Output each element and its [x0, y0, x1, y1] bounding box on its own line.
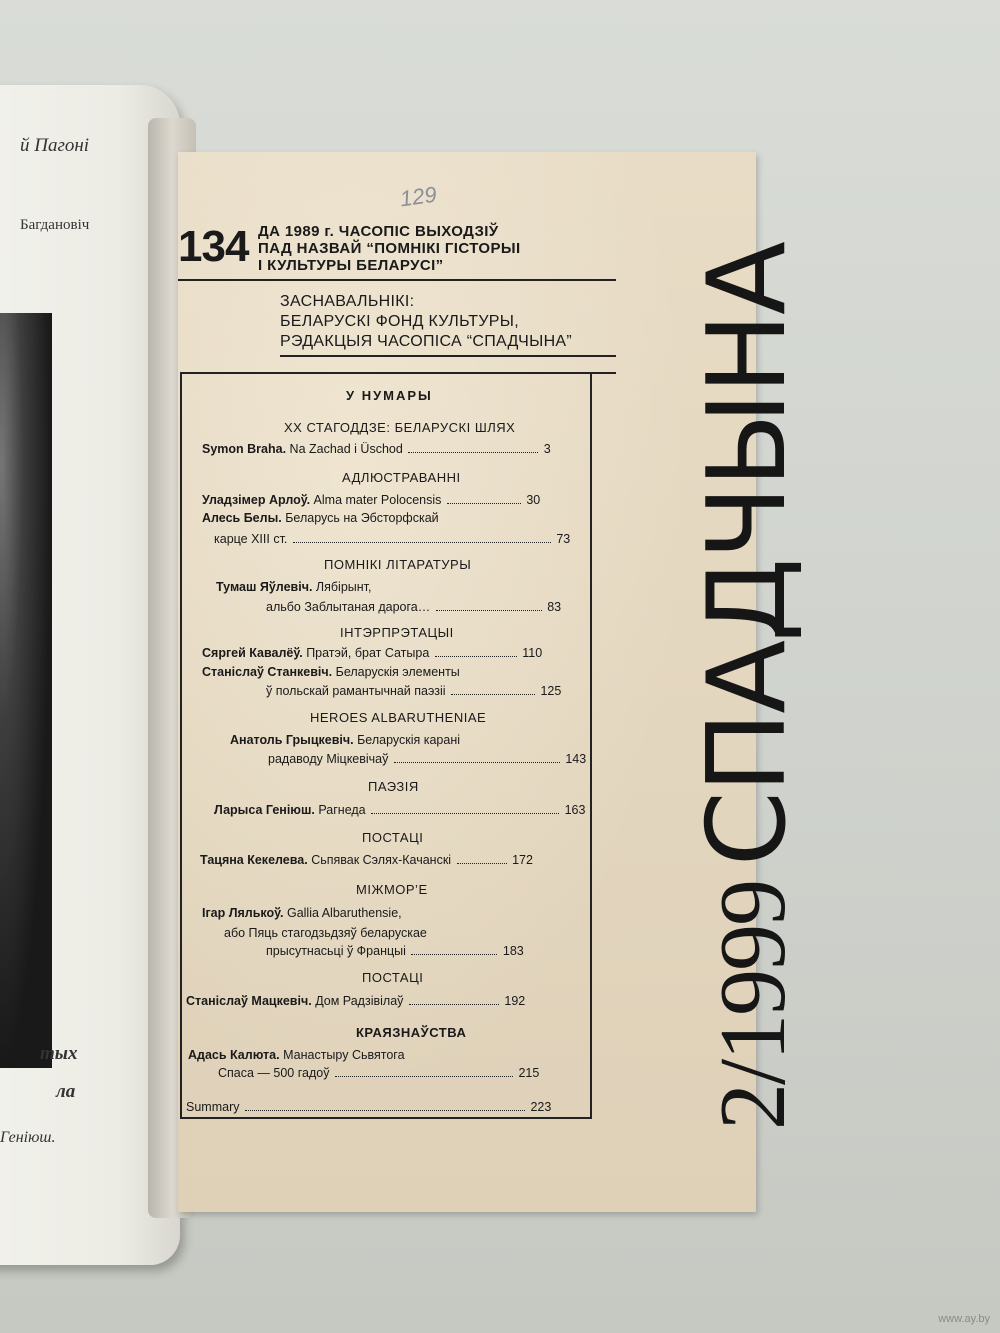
toc-entry — [214, 803, 585, 817]
entry-author: Сяргей Кавалёў. — [202, 646, 303, 660]
entry-page: 125 — [540, 684, 562, 698]
divider — [178, 279, 616, 281]
toc-entry-continued — [266, 600, 561, 614]
entry-page: 73 — [556, 532, 571, 546]
entry-title: Спаса — 500 гадоў — [218, 1066, 330, 1080]
toc-entry — [230, 733, 460, 747]
magazine-title: СПАДЧЫНА — [685, 243, 810, 867]
watermark: www.ay.by — [938, 1313, 990, 1325]
entry-author: Алесь Белы. — [202, 511, 282, 525]
toc-border — [180, 372, 182, 1117]
toc-entry-continued — [224, 926, 427, 940]
vertical-title — [685, 243, 810, 1130]
contents-page — [178, 152, 756, 1212]
entry-title: ў польскай рамантычнай паэзіі — [266, 684, 446, 698]
history-note-line: ПАД НАЗВАЙ “ПОМНІКІ ГІСТОРЫІ — [258, 240, 521, 257]
entry-title: Gallia Albaruthensie, — [286, 906, 402, 920]
entry-title: прысутнасьці ў Францыі — [266, 944, 406, 958]
toc-entry — [186, 994, 525, 1008]
toc-entry — [202, 646, 542, 660]
entry-author: Ларыса Геніюш. — [214, 803, 315, 817]
entry-title: радаводу Міцкевічаў — [268, 752, 389, 766]
entry-title: Alma mater Polocensis — [313, 493, 442, 507]
entry-title: Рагнеда — [318, 803, 366, 817]
entry-author: Анатоль Грыцкевіч. — [230, 733, 354, 747]
toc-entry — [202, 442, 584, 456]
entry-author: Адась Калюта. — [188, 1048, 280, 1062]
entry-title: Пратэй, брат Сатыра — [306, 646, 430, 660]
toc-entry — [202, 511, 439, 525]
founders-line: РЭДАКЦЫЯ ЧАСОПІСА “СПАДЧЫНА” — [280, 333, 573, 350]
entry-page: 192 — [504, 994, 526, 1008]
entry-title: Манастыру Сьвятога — [283, 1048, 405, 1062]
entry-page: 83 — [547, 600, 562, 614]
entry-page: 110 — [522, 646, 543, 660]
entry-author: Ігар Лялькоў. — [202, 906, 284, 920]
entry-title: Беларускія элементы — [335, 665, 460, 679]
summary-label: Summary — [186, 1100, 240, 1114]
issue-year: 2/1999 — [701, 880, 805, 1130]
entry-title: Дом Радзівілаў — [315, 994, 404, 1008]
founders-line: БЕЛАРУСКІ ФОНД КУЛЬТУРЫ, — [280, 313, 519, 330]
left-page-photo — [0, 313, 52, 1068]
toc-entry — [202, 665, 460, 679]
left-page-line: й Пагоні — [20, 135, 90, 156]
toc-heading: У НУМАРЫ — [346, 388, 433, 403]
toc-entry-continued — [218, 1066, 539, 1080]
toc-entry — [202, 906, 402, 920]
toc-entry-continued — [266, 944, 524, 958]
entry-title: Беларускія карані — [357, 733, 461, 747]
entry-page: 172 — [512, 853, 533, 867]
founders-line: ЗАСНАВАЛЬНІКІ: — [280, 293, 415, 310]
toc-border — [590, 372, 592, 1118]
toc-entry — [188, 1048, 405, 1062]
entry-title: або Пяць стагодзьдзяў беларускае — [224, 926, 427, 940]
toc-entry-continued — [266, 684, 561, 698]
entry-title: альбо Заблытаная дарога… — [266, 600, 431, 614]
section-title: XX СТАГОДДЗЕ: БЕЛАРУСКІ ШЛЯХ — [284, 420, 516, 435]
divider — [180, 372, 616, 374]
divider — [180, 1117, 592, 1119]
section-title: ПАЭЗІЯ — [368, 779, 419, 794]
divider — [280, 355, 616, 357]
section-title: КРАЯЗНАЎСТВА — [356, 1025, 467, 1040]
left-page-line: Багдановіч — [20, 217, 90, 233]
left-page-line: Геніюш. — [0, 1129, 56, 1146]
entry-author: Тацяна Кекелева. — [200, 853, 308, 867]
entry-page: 3 — [543, 442, 551, 456]
pencil-note: 129 — [398, 181, 439, 212]
entry-author: Уладзімер Арлоў. — [202, 493, 311, 507]
toc-entry-continued — [214, 532, 570, 546]
section-title: АДЛЮСТРАВАННІ — [342, 470, 461, 485]
entry-author: Тумаш Яўлевіч. — [216, 580, 313, 594]
history-note-line: І КУЛЬТУРЫ БЕЛАРУСІ” — [258, 257, 444, 274]
history-note-line: ДА 1989 г. ЧАСОПІС ВЫХОДЗІЎ — [258, 223, 499, 240]
section-title: ПОСТАЦІ — [362, 970, 424, 985]
left-page-line: ла — [56, 1081, 76, 1102]
entry-title: Лябірынт, — [315, 580, 372, 594]
entry-page: 183 — [502, 944, 524, 958]
entry-page: 30 — [526, 493, 541, 507]
left-page-line: тых — [40, 1043, 78, 1064]
section-title: ПОСТАЦІ — [362, 830, 424, 845]
section-title: МІЖМОР’Е — [356, 882, 428, 897]
entry-title: Na Zachad i Üschod — [289, 442, 403, 456]
entry-author: Станіслаў Мацкевіч. — [186, 994, 312, 1008]
entry-page: 215 — [518, 1066, 540, 1080]
entry-title: Сьпявак Сэлях-Качанскі — [311, 853, 452, 867]
section-title: ПОМНІКІ ЛІТАРАТУРЫ — [324, 557, 472, 572]
toc-summary — [186, 1100, 551, 1114]
toc-entry-continued — [268, 752, 586, 766]
section-title: HEROES ALBARUTHENIAE — [310, 710, 487, 725]
entry-page: 143 — [565, 752, 587, 766]
entry-title: Беларусь на Эбсторфскай — [285, 511, 439, 525]
toc-entry — [216, 580, 371, 594]
entry-page: 163 — [564, 803, 586, 817]
entry-author: Станіслаў Станкевіч. — [202, 665, 333, 679]
entry-title: карце XIII ст. — [214, 532, 288, 546]
entry-author: Symon Braha. — [202, 442, 287, 456]
toc-entry — [200, 853, 533, 867]
issue-number: 134 — [178, 222, 249, 271]
entry-page: 223 — [530, 1100, 552, 1114]
toc-entry — [202, 493, 540, 507]
section-title: ІНТЭРПРЭТАЦЫІ — [340, 625, 454, 640]
